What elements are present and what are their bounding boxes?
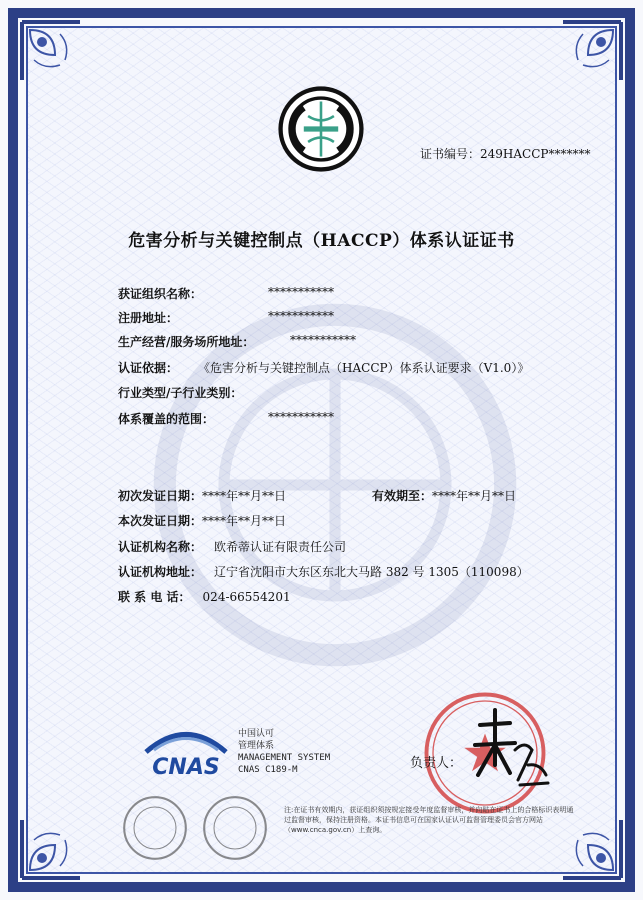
- corner-ornament-top-right: [553, 20, 623, 90]
- this-issue-label: 本次发证日期：: [118, 514, 203, 528]
- certificate-title: 危害分析与关键控制点（HACCP）体系认证证书: [128, 231, 515, 251]
- cnas-text-block: [238, 728, 330, 776]
- certification-body-logo: [278, 86, 364, 172]
- basis-label: 认证依据：: [118, 361, 179, 375]
- corner-ornament-top-left: [20, 20, 90, 90]
- reg-addr-text: ***********: [268, 309, 334, 323]
- this-issue-value: ****年**月**日: [202, 514, 287, 528]
- certificate-number: 证书编号：249HACCP*******: [420, 147, 591, 161]
- signature: [470, 705, 550, 790]
- first-issue-label: 初次发证日期：: [118, 489, 203, 503]
- scope-text: ***********: [268, 410, 334, 424]
- industry-row: [118, 384, 242, 401]
- signer-label: 负责人：: [410, 756, 463, 771]
- phone-label: 联 系 电 话：: [118, 590, 191, 604]
- cnas-logo-text: CNAS: [152, 755, 220, 780]
- org-name-label: 获证组织名称：: [118, 287, 203, 301]
- first-issue-row: [118, 487, 286, 504]
- cnas-line-3: MANAGEMENT SYSTEM: [238, 753, 331, 763]
- body-addr-label: 认证机构地址：: [118, 565, 203, 579]
- certificate-note: 注:在证书有效期内，获证组织须按规定接受年度监督审核，并向贴在证书上的合格标识表明通过监督审核，保持注册资格。本证书信息可在国家认证认可监督管理委员会官方网站（www.cnca.gov.cn）上查询。: [284, 806, 574, 834]
- site-addr-text: ***********: [290, 333, 356, 347]
- body-addr-row: [118, 563, 529, 580]
- site-addr-label: 生产经营/服务场所地址：: [118, 335, 255, 349]
- watermark-logo: [150, 300, 520, 670]
- basis-row: [118, 359, 178, 376]
- reg-addr-row: [118, 309, 178, 326]
- corner-ornament-bottom-left: [20, 810, 90, 880]
- industry-label: 行业类型/子行业类别：: [118, 386, 243, 400]
- cnas-line-2: 管理体系: [238, 741, 275, 751]
- cnas-logo: [136, 722, 236, 788]
- cnas-line-4: CNAS C189-M: [238, 765, 298, 775]
- site-addr-value: [290, 333, 356, 347]
- bottom-seal-2: [200, 793, 270, 863]
- body-name-row: [118, 538, 346, 555]
- body-name-value: 欧希蒂认证有限责任公司: [214, 540, 347, 554]
- org-name-text: ***********: [268, 285, 334, 299]
- this-issue-row: [118, 512, 286, 529]
- valid-until-label: 有效期至：: [372, 489, 433, 503]
- scope-label: 体系覆盖的范围：: [118, 412, 215, 426]
- cnas-line-1: 中国认可: [238, 729, 275, 739]
- scope-value: [268, 410, 334, 424]
- first-issue-value: ****年**月**日: [202, 489, 287, 503]
- body-name-label: 认证机构名称：: [118, 540, 203, 554]
- valid-until-value: ****年**月**日: [432, 489, 517, 503]
- reg-addr-label: 注册地址：: [118, 311, 179, 325]
- phone-value: 024-66554201: [202, 590, 291, 604]
- basis-value: [198, 359, 529, 376]
- org-name-row: [118, 285, 202, 302]
- site-addr-row: [118, 333, 254, 350]
- bottom-seal-1: [120, 793, 190, 863]
- body-addr-value: 辽宁省沈阳市大东区东北大马路 382 号 1305（110098）: [214, 565, 529, 579]
- scope-row: [118, 410, 214, 427]
- org-name-value: [268, 285, 334, 299]
- reg-addr-value: [268, 309, 334, 323]
- valid-until-row: [372, 487, 516, 504]
- basis-text: 《危害分析与关键控制点（HACCP）体系认证要求（V1.0）》: [198, 361, 530, 375]
- phone-row: [118, 588, 291, 605]
